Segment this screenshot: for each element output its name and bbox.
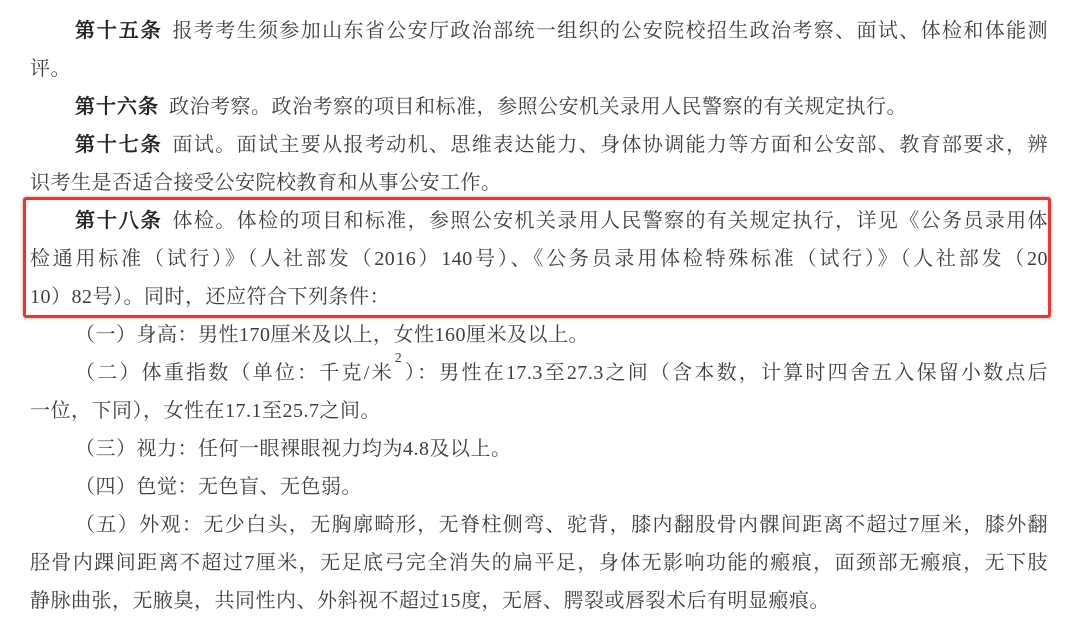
article-17-line-1 bbox=[30, 126, 1048, 164]
article-15-text: 报考考生须参加山东省公安厅政治部统一组织的公安院校招生政治考察、面试、体检和体能测 bbox=[172, 20, 1048, 42]
item-5-appearance-line-1: （五）外观：无少白头，无胸廓畸形，无脊柱侧弯、驼背，膝内翻股骨内髁间距离不超过7厘米，膝外翻 bbox=[75, 514, 1048, 536]
article-16-number: 第十六条 bbox=[75, 96, 159, 118]
article-17-line-2: 识考生是否适合接受公安院校教育和从事公安工作。 bbox=[30, 172, 502, 194]
article-15-line-1 bbox=[30, 12, 1048, 50]
article-18-line-3: 10）82号）。同时，还应符合下列条件： bbox=[30, 286, 390, 308]
article-15-number: 第十五条 bbox=[75, 20, 163, 42]
item-5-appearance-line-3: 静脉曲张，无腋臭，共同性内、外斜视不超过15度，无唇、腭裂或唇裂术后有明显瘢痕。 bbox=[30, 590, 830, 612]
article-18-line-2: 检通用标准（试行）》（人社部发（2016）140号）、《公务员录用体检特殊标准（试行）》（人社部发（20 bbox=[30, 248, 1048, 270]
item-5-appearance-line-2: 胫骨内踝间距离不超过7厘米，无足底弓完全消失的扁平足，身体无影响功能的瘢痕，面颈部无瘢痕，无下肢 bbox=[30, 552, 1048, 574]
article-18-number: 第十八条 bbox=[75, 210, 163, 232]
item-1-height-line: （一）身高：男性170厘米及以上，女性160厘米及以上。 bbox=[75, 324, 589, 346]
article-15-line-2: 评。 bbox=[30, 58, 71, 80]
article-18-text: 体检。体检的项目和标准，参照公安机关录用人民警察的有关规定执行，详见《公务员录用体 bbox=[172, 210, 1048, 232]
item-2-bmi-text-a: （二）体重指数（单位：千克/米 bbox=[75, 362, 394, 384]
item-2-bmi-line-1 bbox=[30, 351, 1049, 392]
item-3-vision-line: （三）视力：任何一眼裸眼视力均为4.8及以上。 bbox=[75, 438, 512, 460]
item-4-color-vision-line: （四）色觉：无色盲、无色弱。 bbox=[75, 476, 362, 498]
article-16-text: 政治考察。政治考察的项目和标准，参照公安机关录用人民警察的有关规定执行。 bbox=[169, 96, 907, 118]
article-18-line-1 bbox=[30, 202, 1048, 240]
article-16-line-1 bbox=[30, 88, 1048, 126]
article-17-number: 第十七条 bbox=[75, 134, 163, 156]
article-17-text: 面试。面试主要从报考动机、思维表达能力、身体协调能力等方面和公安部、教育部要求，辨 bbox=[172, 134, 1048, 156]
document-content bbox=[30, 12, 1048, 617]
superscript-2: 2 bbox=[394, 351, 403, 367]
item-2-bmi-line-2: 一位，下同），女性在17.1至25.7之间。 bbox=[30, 400, 381, 422]
item-2-bmi-text-b: ）：男性在17.3至27.3之间（含本数，计算时四舍五入保留小数点后 bbox=[403, 362, 1049, 384]
